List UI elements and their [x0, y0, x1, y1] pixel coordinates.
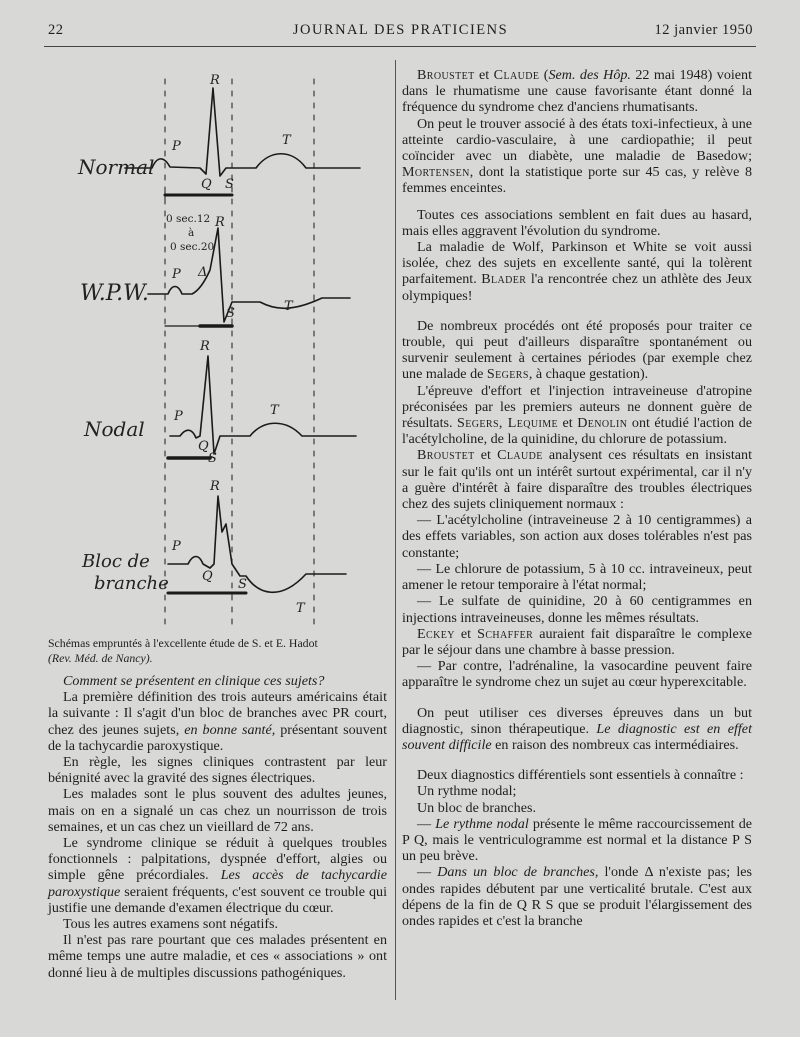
- wave-t-normal: T: [282, 133, 291, 148]
- paragraph: Un bloc de branches.: [417, 799, 536, 816]
- paragraph: Les malades sont le plus souvent des adultes jeunes, mais on en a signalé un cas chez un nourrisson de trois semaines, et un cas chez un vieillard de 72 ans.: [48, 786, 387, 835]
- pr-annotation-line3: 0 sec.20: [170, 241, 215, 253]
- wave-s-wpw: S: [226, 306, 235, 321]
- paragraph: En règle, les signes cliniques contrastent par leur bénignité avec la gravité des signes électriques.: [48, 754, 387, 787]
- issue-date: 12 janvier 1950: [654, 22, 753, 38]
- paragraph: — Le chlorure de potassium, 5 à 10 cc. intraveineux, peut amener le retour temporaire à l'état normal;: [402, 560, 752, 594]
- label-normal: Normal: [78, 155, 155, 179]
- wave-r-normal: R: [210, 73, 220, 88]
- paragraph: Un rythme nodal;: [417, 783, 517, 800]
- paragraph: — Dans un bloc de branches, l'onde Δ n'existe pas; les ondes rapides débutent par une verticalité brutale. C'est aux dépens de la fin de Q R S que se produit l'élargissement des ondes rapides et c'est la branche: [402, 864, 752, 929]
- caption-reference: (Rev. Méd. de Nancy).: [48, 651, 153, 665]
- paragraph: Deux diagnostics différentiels sont essentiels à connaître :: [417, 767, 744, 784]
- wave-t-wpw: T: [284, 299, 293, 314]
- wave-p-wpw: P: [172, 267, 181, 282]
- label-bloc-1: Bloc de: [82, 551, 150, 572]
- ecg-trace-bloc: [168, 496, 346, 592]
- left-column: [48, 673, 387, 981]
- wave-q-nodal: Q: [198, 439, 209, 454]
- wave-r-nodal: R: [200, 339, 210, 354]
- wave-delta-wpw: Δ: [198, 265, 208, 280]
- wave-r-bloc: R: [210, 479, 220, 494]
- paragraph: Comment se présentent en clinique ces sujets?: [63, 673, 325, 689]
- paragraph: On peut utiliser ces diverses épreuves dans un but diagnostic, sinon thérapeutique. Le diagnostic est en effet souvent difficile en raison des nombreux cas intermédiaires.: [402, 704, 752, 753]
- paragraph: Tous les autres examens sont négatifs.: [63, 916, 279, 933]
- paragraph: Le syndrome clinique se réduit à quelques troubles fonctionnels : palpitations, dyspnée d'effort, algies ou simple gêne précordiales. Les accès de tachycardie paroxystique seraient fréquents, c'est souvent ce trouble qui justifie une demande d'examen électrique du cœur.: [48, 835, 387, 916]
- wave-p-bloc: P: [172, 539, 181, 554]
- paragraph: Eckey et Schaffer auraient fait disparaître le complexe par le séjour dans une chambre à basse pression.: [402, 625, 753, 658]
- wave-t-nodal: T: [270, 403, 279, 418]
- ecg-figure: [60, 64, 380, 634]
- paragraph: La première définition des trois auteurs américains était la suivante : Il s'agit d'un bloc de branches avec PR court, chez des jeunes sujets, en bonne santé, présentant souvent de la tachycardie paroxystique.: [48, 689, 387, 754]
- page-number: 22: [48, 22, 64, 38]
- wave-t-bloc: T: [296, 601, 305, 616]
- paragraph: Il n'est pas rare pourtant que ces malades présentent en même temps une autre maladie, et ces « associations » ont donné lieu à de multiples discussions pathogéniques.: [48, 932, 387, 981]
- caption-text: Schémas empruntés à l'excellente étude de S. et E. Hadot: [48, 636, 318, 650]
- wave-p-nodal: P: [174, 409, 183, 424]
- header-rule: [44, 46, 756, 47]
- pr-annotation-line2: à: [188, 227, 195, 239]
- paragraph: La maladie de Wolf, Parkinson et White se voit aussi isolée, chez des sujets en excellente santé, qui la tolèrent parfaitement. Blader l'a rencontrée chez un athlète des Jeux olympiques!: [402, 239, 752, 304]
- label-nodal: Nodal: [84, 417, 145, 441]
- paragraph: De nombreux procédés ont été proposés pour traiter ce trouble, qui peut d'ailleurs disparaître spontanément ou survenir seulement à certaines périodes (par exemple chez une malade de Segers, à chaque gestation).: [402, 317, 752, 383]
- figure-caption: [48, 636, 388, 666]
- wave-p-normal: P: [172, 139, 181, 154]
- paragraph: Broustet et Claude analysent ces résultats en insistant sur le fait qu'ils ont un intérêt surtout expérimental, car il n'y a guère d'intérêt à faire disparaître des troubles électriques chez des sujets cliniquement normaux :: [402, 447, 753, 513]
- wave-s-bloc: S: [238, 577, 247, 592]
- paragraph: On peut le trouver associé à des états toxi-infectieux, à une atteinte cardio-vasculaire, à une cardiopathie; il peut coïncider avec un diabète, une maladie de Basedow; Mortensen, dont la statistique porte sur 45 cas, y relève 8 femmes enceintes.: [402, 115, 752, 197]
- ecg-trace-normal: [125, 88, 360, 176]
- ecg-diagrams: [60, 64, 380, 634]
- label-bloc-2: branche: [94, 573, 169, 594]
- paragraph: Toutes ces associations semblent en fait dues au hasard, mais elles aggravent l'évolution du syndrome.: [402, 206, 752, 239]
- paragraph: — L'acétylcholine (intraveineuse 2 à 10 centigrammes) a des effets variables, son action aux doses tolérables n'est pas constante;: [402, 512, 752, 561]
- label-wpw: W.P.W.: [80, 281, 149, 306]
- pr-annotation-line1: 0 sec.12: [166, 213, 211, 225]
- wave-q-bloc: Q: [202, 569, 213, 584]
- paragraph: L'épreuve d'effort et l'injection intraveineuse d'atropine préconisées par les premiers auteurs ne donnent guère de résultats. Segers, Lequime et Denolin ont étudié l'action de l'acétylcholine, de la quinidine, du chlorure de potassium.: [402, 382, 753, 448]
- wave-s-nodal: S: [208, 451, 217, 466]
- wave-r-wpw: R: [215, 215, 225, 230]
- paragraph: — Par contre, l'adrénaline, la vasocardine peuvent faire apparaître le syndrome chez un sujet au cœur hyperexcitable.: [402, 658, 752, 691]
- column-divider: [395, 60, 396, 1000]
- page-header: [48, 22, 753, 46]
- paragraph: — Le rythme nodal présente le même raccourcissement de P Q, mais le ventriculogramme est normal et la distance P S un peu brève.: [402, 815, 752, 865]
- wave-s-normal: S: [225, 177, 234, 192]
- wave-q-normal: Q: [201, 177, 212, 192]
- right-column: [402, 67, 752, 929]
- paragraph: — Le sulfate de quinidine, 20 à 60 centigrammes en injections intraveineuses, donne les mêmes résultats.: [402, 593, 752, 626]
- journal-title: JOURNAL DES PRATICIENS: [292, 22, 509, 38]
- paragraph: Broustet et Claude (Sem. des Hôp. 22 mai 1948) voient dans le rhumatisme une cause favorisante étant donné la fréquence du syndrome chez d'anciens rhumatisants.: [402, 67, 753, 116]
